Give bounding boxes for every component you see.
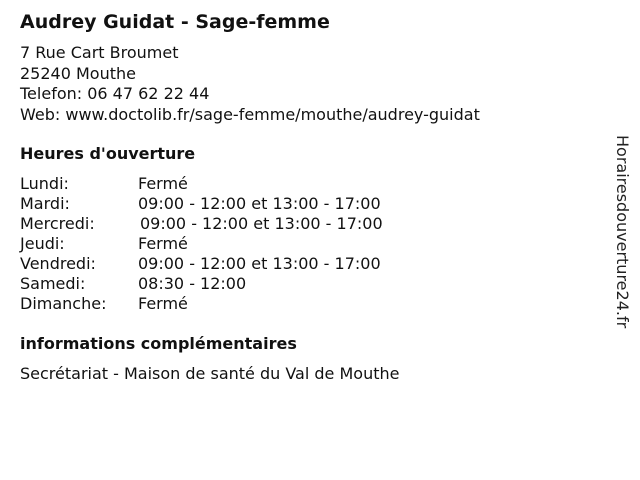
hours-day: Vendredi: bbox=[20, 254, 96, 273]
watermark-text: Horairesdouverture24.fr bbox=[613, 135, 632, 329]
hours-time: 09:00 - 12:00 et 13:00 - 17:00 bbox=[138, 254, 381, 273]
hours-day: Samedi: bbox=[20, 274, 86, 293]
page-title: Audrey Guidat - Sage-femme bbox=[20, 11, 330, 33]
hours-day: Jeudi: bbox=[20, 234, 65, 253]
address-street: 7 Rue Cart Broumet bbox=[20, 43, 179, 62]
hours-time: Fermé bbox=[138, 294, 188, 313]
hours-day: Dimanche: bbox=[20, 294, 107, 313]
hours-time: 08:30 - 12:00 bbox=[138, 274, 247, 293]
hours-time: 09:00 - 12:00 et 13:00 - 17:00 bbox=[140, 214, 383, 233]
hours-time: Fermé bbox=[138, 174, 188, 193]
info-text: Secrétariat - Maison de santé du Val de Mouthe bbox=[20, 364, 400, 383]
hours-time: 09:00 - 12:00 et 13:00 - 17:00 bbox=[138, 194, 381, 213]
hours-day: Lundi: bbox=[20, 174, 69, 193]
phone-number: Telefon: 06 47 62 22 44 bbox=[20, 84, 210, 103]
address-block bbox=[20, 43, 480, 125]
website-link[interactable]: Web: www.doctolib.fr/sage-femme/mouthe/audrey-guidat bbox=[20, 104, 480, 124]
hours-heading: Heures d'ouverture bbox=[20, 144, 196, 163]
hours-time: Fermé bbox=[138, 234, 188, 253]
address-city: 25240 Mouthe bbox=[20, 63, 136, 83]
hours-day: Mardi: bbox=[20, 194, 70, 213]
info-heading: informations complémentaires bbox=[20, 334, 297, 353]
hours-day: Mercredi: bbox=[20, 214, 95, 233]
site-watermark bbox=[612, 135, 634, 345]
